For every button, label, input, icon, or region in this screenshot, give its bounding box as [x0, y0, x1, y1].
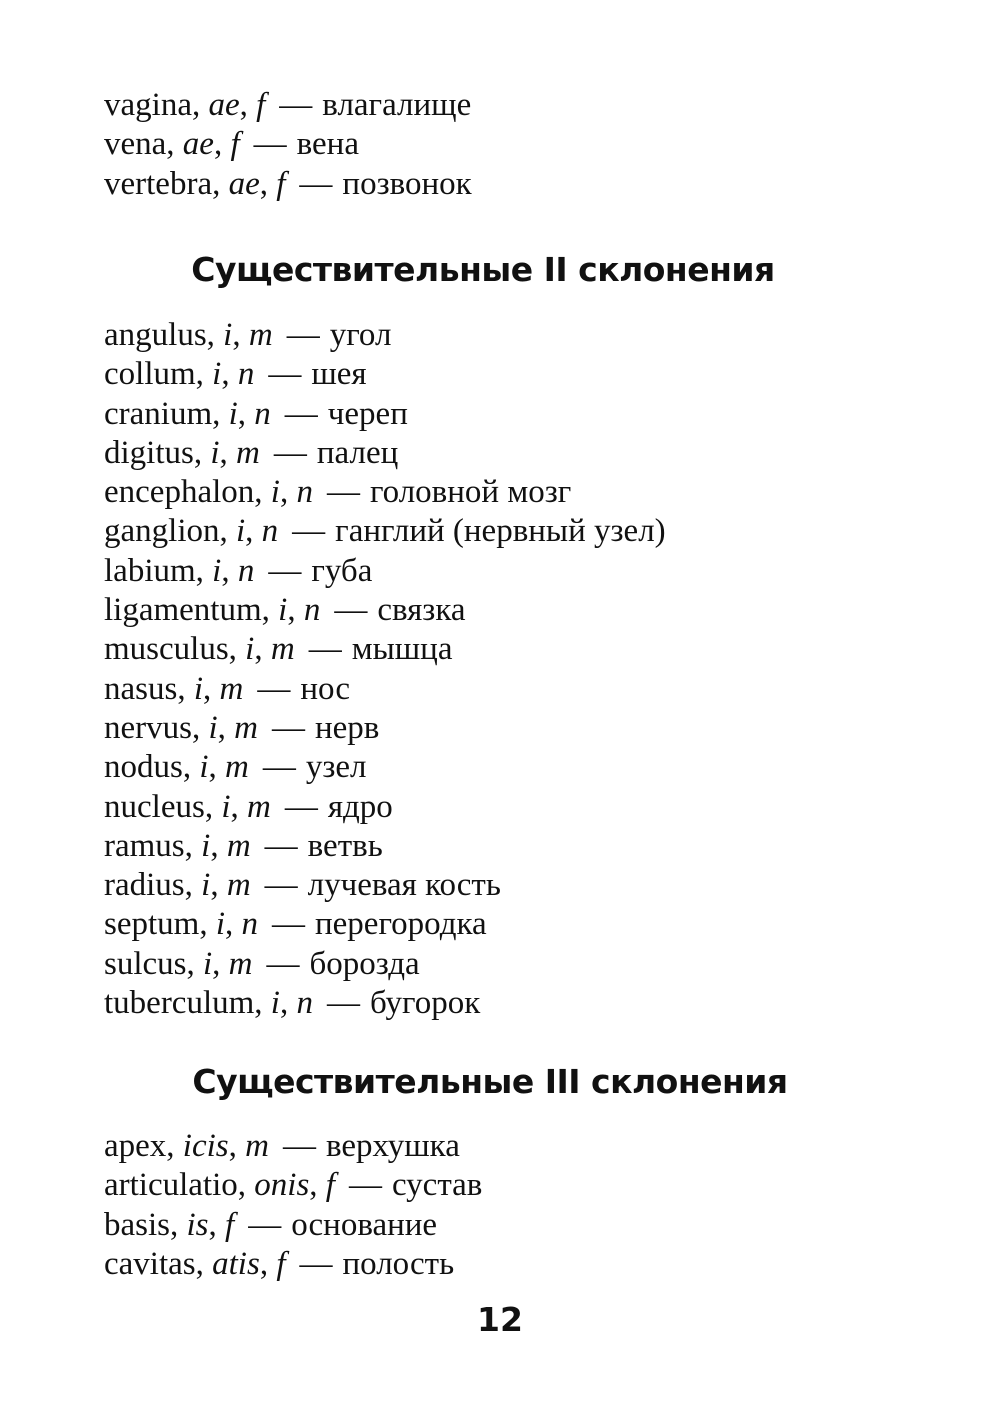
- comma: ,: [228, 631, 237, 668]
- comma: ,: [259, 165, 268, 202]
- gender-marker: f: [230, 126, 240, 163]
- section-heading-declension-2: Существительные II склонения: [191, 250, 775, 289]
- latin-word: vertebra: [104, 165, 213, 202]
- vocabulary-entry: [104, 316, 666, 355]
- comma: ,: [213, 126, 223, 163]
- comma: ,: [254, 631, 263, 668]
- vocabulary-entry: [104, 395, 666, 434]
- latin-word: musculus: [104, 631, 229, 668]
- dash: —: [266, 945, 300, 982]
- dash: —: [299, 165, 333, 202]
- vocabulary-entry: [104, 630, 666, 669]
- dash: —: [299, 1245, 333, 1282]
- comma: ,: [203, 670, 212, 707]
- gender-marker: f: [225, 1206, 235, 1243]
- comma: ,: [219, 513, 228, 550]
- dash: —: [308, 631, 342, 668]
- gender-marker: m: [248, 317, 273, 353]
- russian-translation: вена: [296, 126, 359, 163]
- comma: ,: [228, 1128, 237, 1164]
- latin-word: digitus: [104, 434, 194, 471]
- comma: ,: [259, 1245, 269, 1282]
- comma: ,: [210, 867, 219, 904]
- latin-word: septum: [104, 906, 200, 943]
- latin-word: labium: [104, 552, 196, 589]
- vocabulary-entry: [104, 434, 666, 473]
- genitive-ending: i: [278, 592, 288, 629]
- gender-marker: m: [226, 867, 251, 904]
- latin-word: nasus: [104, 670, 178, 707]
- vocabulary-entry: [104, 86, 472, 125]
- vocabulary-entry: [104, 512, 666, 551]
- gender-marker: m: [225, 749, 249, 786]
- gender-marker: m: [234, 709, 258, 746]
- comma: ,: [279, 985, 289, 1022]
- latin-word: vagina: [104, 87, 192, 123]
- genitive-ending: is: [186, 1206, 209, 1243]
- comma: ,: [219, 434, 228, 471]
- vocabulary-entry: [104, 1166, 482, 1205]
- vocabulary-entry: [104, 905, 666, 944]
- comma: ,: [182, 749, 192, 786]
- latin-word: cavitas: [104, 1245, 196, 1282]
- vocabulary-entry: [104, 125, 472, 164]
- gender-marker: m: [270, 631, 295, 668]
- vocabulary-entry: [104, 591, 666, 630]
- russian-translation: борозда: [309, 945, 420, 982]
- genitive-ending: i: [201, 867, 211, 904]
- dash: —: [264, 867, 298, 904]
- russian-translation: мышца: [351, 631, 453, 668]
- gender-marker: f: [256, 87, 266, 123]
- entry-list-declension-3: [104, 1127, 482, 1284]
- dash: —: [268, 552, 302, 589]
- comma: ,: [254, 985, 263, 1022]
- dash: —: [248, 1206, 282, 1243]
- gender-marker: m: [219, 670, 244, 707]
- russian-translation: нос: [300, 670, 350, 707]
- vocabulary-entry: [104, 945, 666, 984]
- russian-translation: головной мозг: [369, 474, 572, 511]
- gender-marker: f: [276, 1245, 286, 1282]
- vocabulary-entry: [104, 473, 666, 512]
- comma: ,: [195, 1245, 204, 1282]
- genitive-ending: i: [235, 513, 246, 550]
- vocabulary-entry: [104, 552, 666, 591]
- comma: ,: [279, 474, 289, 511]
- gender-marker: n: [237, 552, 255, 589]
- comma: ,: [237, 395, 247, 432]
- vocabulary-entry: [104, 1245, 482, 1284]
- dash: —: [292, 513, 326, 550]
- entry-list-declension-2: [104, 316, 666, 1023]
- latin-word: nodus: [104, 749, 183, 786]
- russian-translation: ядро: [327, 788, 393, 825]
- dash: —: [257, 670, 291, 707]
- comma: ,: [199, 906, 208, 943]
- gender-marker: n: [303, 592, 321, 629]
- gender-marker: m: [245, 1128, 269, 1164]
- comma: ,: [184, 867, 193, 904]
- russian-translation: шея: [311, 356, 367, 393]
- genitive-ending: i: [245, 631, 255, 668]
- dash: —: [282, 1128, 316, 1164]
- comma: ,: [208, 749, 217, 786]
- genitive-ending: icis: [182, 1128, 229, 1164]
- gender-marker: n: [237, 356, 255, 393]
- latin-word: angulus: [104, 317, 207, 353]
- genitive-ending: ae: [228, 165, 260, 202]
- vocabulary-entry: [104, 827, 666, 866]
- comma: ,: [217, 709, 226, 746]
- genitive-ending: i: [221, 788, 231, 825]
- dash: —: [268, 356, 302, 393]
- gender-marker: n: [296, 474, 313, 511]
- comma: ,: [208, 1206, 217, 1243]
- russian-translation: губа: [311, 552, 373, 589]
- latin-word: collum: [104, 356, 196, 393]
- dash: —: [284, 395, 318, 432]
- russian-translation: угол: [329, 317, 392, 353]
- dash: —: [326, 985, 360, 1022]
- comma: ,: [186, 945, 195, 982]
- dash: —: [286, 317, 320, 353]
- comma: ,: [230, 788, 239, 825]
- dash: —: [273, 434, 307, 471]
- comma: ,: [261, 592, 270, 629]
- comma: ,: [210, 827, 219, 864]
- latin-word: apex: [104, 1128, 167, 1164]
- dash: —: [272, 906, 305, 943]
- russian-translation: позвонок: [342, 165, 472, 202]
- dash: —: [284, 788, 318, 825]
- comma: ,: [221, 552, 230, 589]
- vocabulary-entry: [104, 355, 666, 394]
- comma: ,: [237, 1167, 247, 1204]
- latin-word: cranium: [104, 395, 213, 432]
- genitive-ending: i: [212, 356, 222, 393]
- dash: —: [264, 827, 298, 864]
- latin-word: encephalon: [104, 474, 255, 511]
- latin-word: radius: [104, 867, 185, 904]
- comma: ,: [191, 709, 201, 746]
- genitive-ending: i: [201, 827, 211, 864]
- latin-word: ramus: [104, 827, 185, 864]
- latin-word: sulcus: [104, 945, 187, 982]
- genitive-ending: i: [223, 317, 233, 353]
- latin-word: ganglion: [104, 513, 220, 550]
- comma: ,: [195, 552, 204, 589]
- gender-marker: m: [246, 788, 271, 825]
- gender-marker: m: [226, 827, 251, 864]
- vocabulary-entry: [104, 748, 666, 787]
- comma: ,: [166, 126, 175, 163]
- gender-marker: m: [236, 434, 260, 471]
- russian-translation: основание: [291, 1206, 438, 1243]
- vocabulary-entry: [104, 1206, 482, 1245]
- genitive-ending: i: [215, 906, 225, 943]
- latin-word: ligamentum: [104, 592, 262, 629]
- latin-word: vena: [104, 126, 167, 163]
- comma: ,: [195, 356, 204, 393]
- genitive-ending: i: [212, 552, 222, 589]
- genitive-ending: i: [193, 670, 204, 707]
- comma: ,: [184, 827, 193, 864]
- comma: ,: [221, 356, 230, 393]
- vocabulary-entry: [104, 165, 472, 204]
- vocabulary-entry: [104, 709, 666, 748]
- comma: ,: [166, 1128, 175, 1164]
- gender-marker: f: [276, 165, 286, 202]
- vocabulary-entry: [104, 788, 666, 827]
- gender-marker: n: [261, 513, 279, 550]
- dash: —: [253, 126, 287, 163]
- russian-translation: верхушка: [325, 1128, 460, 1164]
- russian-translation: ветвь: [307, 827, 383, 864]
- genitive-ending: i: [199, 749, 209, 786]
- gender-marker: n: [254, 395, 271, 432]
- comma: ,: [212, 165, 221, 202]
- gender-marker: n: [241, 906, 258, 943]
- dash: —: [334, 592, 368, 629]
- russian-translation: нерв: [315, 709, 380, 746]
- comma: ,: [287, 592, 296, 629]
- genitive-ending: onis: [254, 1167, 310, 1204]
- latin-word: articulatio: [104, 1167, 238, 1204]
- vocabulary-entry: [104, 984, 666, 1023]
- gender-marker: n: [296, 985, 313, 1022]
- russian-translation: бугорок: [369, 985, 481, 1022]
- latin-word: basis: [104, 1206, 170, 1243]
- dash: —: [348, 1167, 382, 1204]
- russian-translation: лучевая кость: [307, 867, 501, 904]
- comma: ,: [245, 513, 254, 550]
- comma: ,: [232, 317, 241, 353]
- latin-word: nucleus: [104, 788, 205, 825]
- russian-translation: палец: [316, 434, 399, 471]
- russian-translation: связка: [377, 592, 466, 629]
- vocabulary-entry: [104, 866, 666, 905]
- comma: ,: [170, 1206, 179, 1243]
- genitive-ending: atis: [212, 1245, 260, 1282]
- comma: ,: [177, 670, 186, 707]
- genitive-ending: i: [270, 474, 280, 511]
- comma: ,: [193, 434, 203, 471]
- genitive-ending: i: [203, 945, 213, 982]
- genitive-ending: i: [228, 395, 238, 432]
- comma: ,: [239, 87, 248, 123]
- dash: —: [272, 709, 305, 746]
- comma: ,: [206, 317, 215, 353]
- genitive-ending: i: [270, 985, 280, 1022]
- section-heading-declension-3: Существительные III склонения: [192, 1062, 788, 1101]
- comma: ,: [309, 1167, 318, 1204]
- latin-word: tuberculum: [104, 985, 255, 1022]
- comma: ,: [204, 788, 214, 825]
- comma: ,: [212, 945, 221, 982]
- comma: ,: [212, 395, 221, 432]
- genitive-ending: i: [210, 434, 220, 471]
- page-number: 12: [477, 1300, 523, 1339]
- vocabulary-entry: [104, 1127, 482, 1166]
- russian-translation: перегородка: [315, 906, 487, 943]
- gender-marker: f: [325, 1167, 335, 1204]
- comma: ,: [254, 474, 263, 511]
- dash: —: [279, 87, 313, 123]
- russian-translation: влагалище: [322, 87, 472, 123]
- russian-translation: сустав: [391, 1167, 483, 1204]
- comma: ,: [225, 906, 234, 943]
- genitive-ending: i: [208, 709, 218, 746]
- gender-marker: m: [228, 945, 253, 982]
- russian-translation: узел: [305, 749, 367, 786]
- dash: —: [326, 474, 360, 511]
- entry-list-section-1: [104, 86, 472, 204]
- dash: —: [262, 749, 296, 786]
- russian-translation: череп: [327, 395, 408, 432]
- latin-word: nervus: [104, 709, 192, 746]
- russian-translation: ганглий (нервный узел): [335, 513, 666, 550]
- vocabulary-entry: [104, 670, 666, 709]
- russian-translation: полость: [342, 1245, 455, 1282]
- comma: ,: [191, 87, 201, 123]
- genitive-ending: ae: [208, 87, 240, 123]
- genitive-ending: ae: [182, 126, 214, 163]
